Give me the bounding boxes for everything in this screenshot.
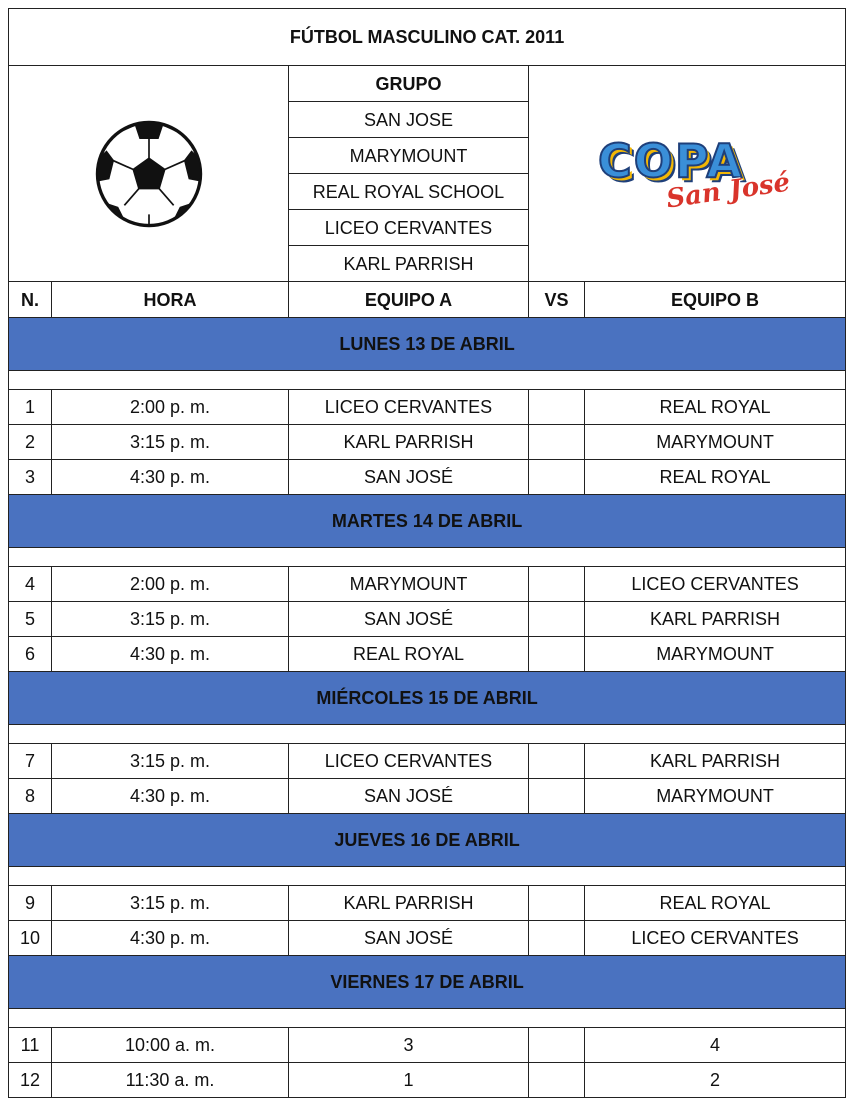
match-number: 8 bbox=[9, 779, 52, 814]
match-number: 7 bbox=[9, 744, 52, 779]
team-b: 4 bbox=[585, 1028, 846, 1063]
team-b: REAL ROYAL bbox=[585, 886, 846, 921]
team-a: SAN JOSÉ bbox=[289, 921, 529, 956]
match-time: 4:30 p. m. bbox=[52, 779, 289, 814]
spacer-cell bbox=[9, 1009, 846, 1028]
table-row bbox=[9, 425, 846, 460]
team-a: SAN JOSÉ bbox=[289, 779, 529, 814]
table-row bbox=[9, 567, 846, 602]
day-header: MIÉRCOLES 15 DE ABRIL bbox=[9, 672, 846, 725]
spacer-cell bbox=[9, 371, 846, 390]
day-header-row bbox=[9, 495, 846, 548]
day-header-row bbox=[9, 814, 846, 867]
match-number: 1 bbox=[9, 390, 52, 425]
vs-cell bbox=[529, 637, 585, 672]
match-number: 11 bbox=[9, 1028, 52, 1063]
vs-cell bbox=[529, 567, 585, 602]
match-time: 3:15 p. m. bbox=[52, 744, 289, 779]
match-time: 2:00 p. m. bbox=[52, 567, 289, 602]
match-number: 6 bbox=[9, 637, 52, 672]
group-team: MARYMOUNT bbox=[289, 138, 529, 174]
day-header: LUNES 13 DE ABRIL bbox=[9, 318, 846, 371]
spacer-row bbox=[9, 371, 846, 390]
team-b: KARL PARRISH bbox=[585, 602, 846, 637]
team-a: REAL ROYAL bbox=[289, 637, 529, 672]
team-a: LICEO CERVANTES bbox=[289, 744, 529, 779]
column-header-equipo-b: EQUIPO B bbox=[585, 282, 846, 318]
table-row bbox=[9, 602, 846, 637]
logo-cell bbox=[529, 66, 846, 282]
ball-cell bbox=[9, 66, 289, 282]
match-time: 3:15 p. m. bbox=[52, 602, 289, 637]
match-time: 2:00 p. m. bbox=[52, 390, 289, 425]
table-row bbox=[9, 886, 846, 921]
vs-cell bbox=[529, 1028, 585, 1063]
spacer-cell bbox=[9, 548, 846, 567]
day-header-row bbox=[9, 672, 846, 725]
column-header-equipo-a: EQUIPO A bbox=[289, 282, 529, 318]
table-row bbox=[9, 744, 846, 779]
team-b: MARYMOUNT bbox=[585, 779, 846, 814]
match-time: 4:30 p. m. bbox=[52, 637, 289, 672]
table-row bbox=[9, 390, 846, 425]
team-a: KARL PARRISH bbox=[289, 425, 529, 460]
match-time: 11:30 a. m. bbox=[52, 1063, 289, 1098]
team-a: LICEO CERVANTES bbox=[289, 390, 529, 425]
match-number: 10 bbox=[9, 921, 52, 956]
vs-cell bbox=[529, 425, 585, 460]
vs-cell bbox=[529, 886, 585, 921]
group-team: SAN JOSE bbox=[289, 102, 529, 138]
spacer-row bbox=[9, 548, 846, 567]
vs-cell bbox=[529, 744, 585, 779]
match-number: 12 bbox=[9, 1063, 52, 1098]
team-a: KARL PARRISH bbox=[289, 886, 529, 921]
spacer-row bbox=[9, 1009, 846, 1028]
schedule-table bbox=[8, 8, 846, 1098]
team-b: REAL ROYAL bbox=[585, 390, 846, 425]
table-row bbox=[9, 921, 846, 956]
team-b: LICEO CERVANTES bbox=[585, 567, 846, 602]
team-b: 2 bbox=[585, 1063, 846, 1098]
copa-san-jose-logo bbox=[592, 133, 792, 215]
logo-sub-text: San José bbox=[664, 166, 792, 215]
soccer-ball-icon bbox=[93, 118, 205, 230]
table-row bbox=[9, 1063, 846, 1098]
team-b: REAL ROYAL bbox=[585, 460, 846, 495]
match-time: 10:00 a. m. bbox=[52, 1028, 289, 1063]
spacer-cell bbox=[9, 725, 846, 744]
team-a: MARYMOUNT bbox=[289, 567, 529, 602]
team-a: 3 bbox=[289, 1028, 529, 1063]
group-team: LICEO CERVANTES bbox=[289, 210, 529, 246]
group-team: KARL PARRISH bbox=[289, 246, 529, 282]
column-header-vs: VS bbox=[529, 282, 585, 318]
match-time: 4:30 p. m. bbox=[52, 460, 289, 495]
day-header: MARTES 14 DE ABRIL bbox=[9, 495, 846, 548]
match-number: 3 bbox=[9, 460, 52, 495]
match-time: 3:15 p. m. bbox=[52, 886, 289, 921]
vs-cell bbox=[529, 1063, 585, 1098]
vs-cell bbox=[529, 779, 585, 814]
spacer-row bbox=[9, 867, 846, 886]
team-a: SAN JOSÉ bbox=[289, 602, 529, 637]
day-header: JUEVES 16 DE ABRIL bbox=[9, 814, 846, 867]
vs-cell bbox=[529, 921, 585, 956]
team-a: SAN JOSÉ bbox=[289, 460, 529, 495]
table-row bbox=[9, 460, 846, 495]
team-b: LICEO CERVANTES bbox=[585, 921, 846, 956]
team-b: MARYMOUNT bbox=[585, 637, 846, 672]
table-row bbox=[9, 637, 846, 672]
vs-cell bbox=[529, 602, 585, 637]
match-number: 9 bbox=[9, 886, 52, 921]
table-row bbox=[9, 779, 846, 814]
logo-main-text: COPA bbox=[598, 133, 744, 188]
team-b: MARYMOUNT bbox=[585, 425, 846, 460]
group-header: GRUPO bbox=[289, 66, 529, 102]
spacer-cell bbox=[9, 867, 846, 886]
match-number: 4 bbox=[9, 567, 52, 602]
day-header-row bbox=[9, 318, 846, 371]
match-time: 4:30 p. m. bbox=[52, 921, 289, 956]
day-header-row bbox=[9, 956, 846, 1009]
team-a: 1 bbox=[289, 1063, 529, 1098]
match-number: 5 bbox=[9, 602, 52, 637]
column-header-hora: HORA bbox=[52, 282, 289, 318]
column-header-num: N. bbox=[9, 282, 52, 318]
match-number: 2 bbox=[9, 425, 52, 460]
vs-cell bbox=[529, 460, 585, 495]
vs-cell bbox=[529, 390, 585, 425]
team-b: KARL PARRISH bbox=[585, 744, 846, 779]
table-row bbox=[9, 1028, 846, 1063]
group-team: REAL ROYAL SCHOOL bbox=[289, 174, 529, 210]
page-title: FÚTBOL MASCULINO CAT. 2011 bbox=[9, 9, 846, 66]
day-header: VIERNES 17 DE ABRIL bbox=[9, 956, 846, 1009]
spacer-row bbox=[9, 725, 846, 744]
match-time: 3:15 p. m. bbox=[52, 425, 289, 460]
